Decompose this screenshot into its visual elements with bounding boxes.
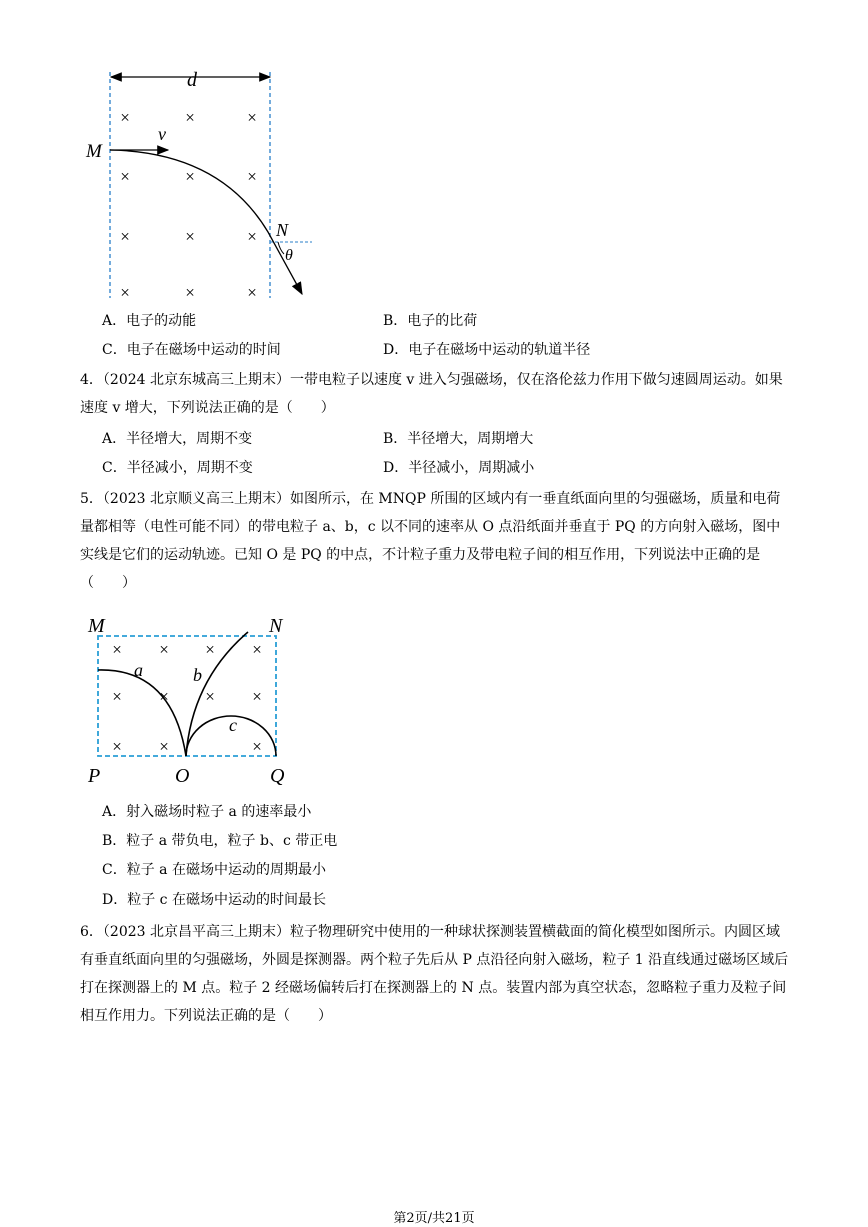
electron-trajectory <box>110 150 302 294</box>
q5-option-b: B．粒子 a 带负电，粒子 b、c 带正电 <box>102 833 338 849</box>
svg-text:×: × <box>247 108 257 127</box>
page-footer: 第2页/共21页 <box>393 1211 475 1226</box>
label-theta: θ <box>285 247 293 264</box>
svg-text:×: × <box>120 283 130 302</box>
svg-text:×: × <box>185 227 195 246</box>
svg-text:×: × <box>120 167 130 186</box>
q5-stem: 5．（2023 北京顺义高三上期末）如图所示，在 MNQP 所围的区域内有一垂直纸面向里的匀强磁场，质量和电荷量都相等（电性可能不同）的带电粒子 a、b，c 以不同的速率从 O 点沿纸面并垂直于 PQ 的方向射入磁场，图中实线是它们的运动轨迹。已知 O 是 PQ 的中点，不计粒子重力及带电粒子间的相互作用，下列说法中正确的是（ ） <box>80 491 781 591</box>
svg-text:×: × <box>185 167 195 186</box>
svg-text:×: × <box>120 108 130 127</box>
figure-mnqp-field <box>80 610 310 790</box>
q3-option-b: B．电子的比荷 <box>383 313 478 329</box>
label-N: N <box>276 220 289 240</box>
q5-option-a: A．射入磁场时粒子 a 的速率最小 <box>102 804 312 820</box>
svg-text:b: b <box>193 665 202 685</box>
svg-text:×: × <box>120 227 130 246</box>
svg-text:×: × <box>159 687 169 706</box>
field-region <box>98 636 276 756</box>
svg-text:×: × <box>247 283 257 302</box>
svg-text:×: × <box>112 687 122 706</box>
svg-text:N: N <box>269 615 283 637</box>
svg-text:×: × <box>159 640 169 659</box>
q5-option-c: C．粒子 a 在磁场中运动的周期最小 <box>102 862 326 878</box>
svg-text:M: M <box>88 615 105 637</box>
field-marks <box>112 640 262 756</box>
svg-text:×: × <box>247 227 257 246</box>
trajectory-b <box>186 632 248 756</box>
svg-text:×: × <box>185 108 195 127</box>
svg-text:O: O <box>175 765 190 787</box>
svg-text:a: a <box>134 660 143 680</box>
q3-option-d: D．电子在磁场中运动的轨道半径 <box>383 342 591 358</box>
svg-text:×: × <box>252 737 262 756</box>
svg-text:×: × <box>252 687 262 706</box>
figure-electron-field <box>80 60 330 310</box>
svg-text:c: c <box>229 715 237 735</box>
label-v: v <box>158 124 166 144</box>
q6-stem: 6．（2023 北京昌平高三上期末）粒子物理研究中使用的一种球状探测装置横截面的简化模型如图所示。内圆区域有垂直纸面向里的匀强磁场，外圆是探测器。两个粒子先后从 P 点沿径向射入磁场，粒子 1 沿直线通过磁场区域后打在探测器上的 M 点。粒子 2 经磁场偏转后打在探测器上的 N 点。装置内部为真空状态，忽略粒子重力及粒子间相互作用力。下列说法正确的是（ ） <box>80 924 789 1024</box>
label-M: M <box>86 141 102 162</box>
q4-option-a: A．半径增大，周期不变 <box>102 431 253 447</box>
q4-option-c: C．半径减小，周期不变 <box>102 460 253 476</box>
q4-option-b: B．半径增大，周期增大 <box>383 431 534 447</box>
q4-stem: 4．（2024 北京东城高三上期末）一带电粒子以速度 v 进入匀强磁场，仅在洛伦兹力作用下做匀速圆周运动。如果速度 v 增大，下列说法正确的是（ ） <box>80 372 783 416</box>
svg-text:×: × <box>205 687 215 706</box>
q3-option-a: A．电子的动能 <box>102 313 197 329</box>
svg-text:×: × <box>252 640 262 659</box>
svg-text:×: × <box>205 640 215 659</box>
svg-text:×: × <box>185 283 195 302</box>
label-d: d <box>187 69 197 91</box>
svg-text:×: × <box>112 640 122 659</box>
svg-text:Q: Q <box>270 765 285 787</box>
field-marks <box>120 108 257 302</box>
trajectory-a <box>98 670 186 756</box>
svg-text:×: × <box>247 167 257 186</box>
svg-text:×: × <box>159 737 169 756</box>
q5-option-d: D．粒子 c 在磁场中运动的时间最长 <box>102 892 326 908</box>
q3-option-c: C．电子在磁场中运动的时间 <box>102 342 281 358</box>
svg-text:×: × <box>112 737 122 756</box>
q4-option-d: D．半径减小，周期减小 <box>383 460 535 476</box>
svg-text:P: P <box>88 765 101 787</box>
